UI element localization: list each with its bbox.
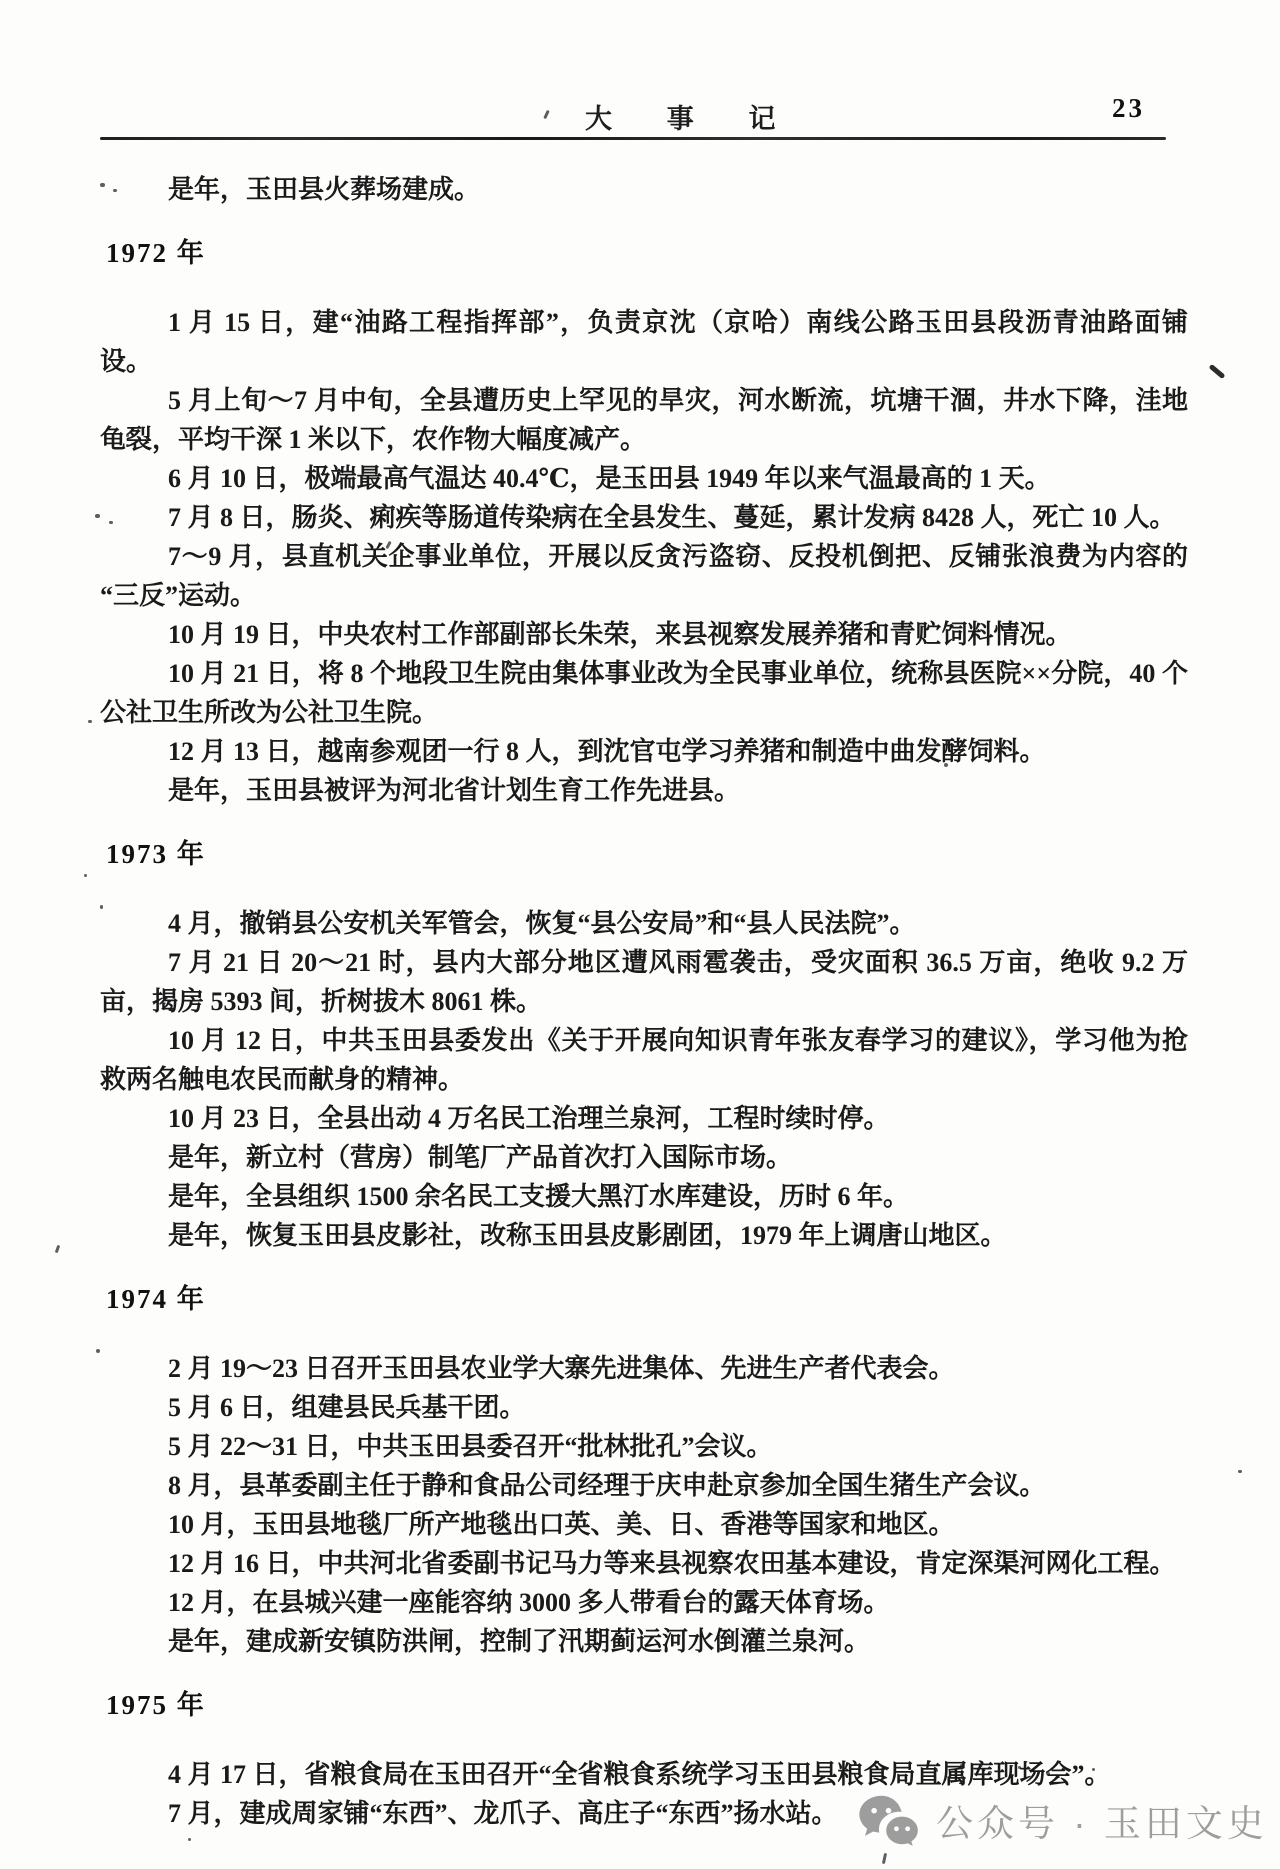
page-number: 23 [1112, 93, 1145, 123]
entry-paragraph: 7 月 21 日 20～21 时，县内大部分地区遭风雨雹袭击，受灾面积 36.5 万亩，绝收 9.2 万亩，揭房 5393 间，折树拔木 8061 株。 [100, 948, 1188, 1016]
entry-paragraph: 6 月 10 日，极端最高气温达 40.4℃，是玉田县 1949 年以来气温最高的 1 天。 [168, 464, 1051, 493]
entry-paragraph: 是年，恢复玉田县皮影社，改称玉田县皮影剧团，1979 年上调唐山地区。 [168, 1221, 1007, 1250]
year-heading-1972: 1972 年 [106, 238, 206, 268]
year-heading-1975: 1975 年 [106, 1690, 206, 1720]
entry-paragraph: 10 月 21 日，将 8 个地段卫生院由集体事业改为全民事业单位，统称县医院××分院，40 个公社卫生所改为公社卫生院。 [100, 659, 1188, 727]
year-heading-1973: 1973 年 [106, 839, 206, 869]
watermark [858, 1793, 1268, 1847]
entry-paragraph: 10 月 23 日，全县出动 4 万名民工治理兰泉河，工程时续时停。 [168, 1104, 890, 1133]
entry-paragraph: 是年，新立村（营房）制笔厂产品首次打入国际市场。 [168, 1143, 793, 1172]
header-divider [100, 137, 1166, 140]
entry-paragraph: 12 月 16 日，中共河北省委副书记马力等来县视察农田基本建设，肯定深渠河网化工程。 [168, 1549, 1176, 1578]
entry-paragraph: 是年，玉田县火葬场建成。 [168, 175, 481, 204]
entry-paragraph: 10 月 19 日，中央农村工作部副部长朱荣，来县视察发展养猪和青贮饲料情况。 [168, 620, 1072, 649]
entry-paragraph: 1 月 15 日，建“油路工程指挥部”，负责京沈（京哈）南线公路玉田县段沥青油路面铺设。 [100, 308, 1188, 376]
scan-artifact [882, 1853, 887, 1864]
page-header-title: 大 事 记 [585, 104, 800, 134]
scan-artifact [1208, 364, 1225, 379]
entry-paragraph: 是年，全县组织 1500 余名民工支援大黑汀水库建设，历时 6 年。 [168, 1182, 910, 1211]
entry-paragraph: 是年，建成新安镇防洪闸，控制了汛期蓟运河水倒灌兰泉河。 [168, 1627, 871, 1656]
scan-artifact [1238, 1470, 1242, 1473]
scan-artifact [188, 1838, 191, 1841]
watermark-text: 公众号 · 玉田文史 [936, 1803, 1268, 1844]
wechat-icon [858, 1793, 920, 1847]
entry-paragraph: 4 月，撤销县公安机关军管会，恢复“县公安局”和“县人民法院”。 [168, 909, 916, 938]
scan-artifact [55, 1245, 61, 1254]
scan-artifact [84, 874, 87, 877]
entry-paragraph: 8 月，县革委副主任于静和食品公司经理于庆申赴京参加全国生猪生产会议。 [168, 1471, 1046, 1500]
entry-paragraph: 2 月 19～23 日召开玉田县农业学大寨先进集体、先进生产者代表会。 [168, 1354, 955, 1383]
year-heading-1974: 1974 年 [106, 1284, 206, 1314]
entry-paragraph: 12 月，在县城兴建一座能容纳 3000 多人带看台的露天体育场。 [168, 1588, 890, 1617]
entry-paragraph: 10 月 12 日，中共玉田县委发出《关于开展向知识青年张友春学习的建议》，学习他为抢救两名触电农民而献身的精神。 [100, 1026, 1188, 1094]
entry-paragraph: 10 月，玉田县地毯厂所产地毯出口英、美、日、香港等国家和地区。 [168, 1510, 955, 1539]
entry-paragraph: 7 月 8 日，肠炎、痢疾等肠道传染病在全县发生、蔓延，累计发病 8428 人，死亡 10 人。 [168, 503, 1176, 532]
entry-paragraph: 5 月 6 日，组建县民兵基干团。 [168, 1393, 526, 1422]
entry-paragraph: 7～9 月，县直机关企事业单位，开展以反贪污盗窃、反投机倒把、反铺张浪费为内容的“三反”运动。 [100, 542, 1188, 610]
entry-paragraph: 5 月上旬～7 月中旬，全县遭历史上罕见的旱灾，河水断流，坑塘干涸，井水下降，洼地龟裂，平均干深 1 米以下，农作物大幅度减产。 [100, 386, 1188, 454]
entry-paragraph: 4 月 17 日，省粮食局在玉田召开“全省粮食系统学习玉田县粮食局直属库现场会”。 [168, 1760, 1111, 1789]
entry-paragraph: 7 月，建成周家铺“东西”、龙爪子、高庄子“东西”扬水站。 [168, 1799, 838, 1828]
page-content [100, 170, 1188, 1833]
entry-paragraph: 12 月 13 日，越南参观团一行 8 人，到沈官屯学习养猪和制造中曲发酵饲料。 [168, 737, 1046, 766]
entry-paragraph: 5 月 22～31 日，中共玉田县委召开“批林批孔”会议。 [168, 1432, 773, 1461]
scan-artifact [543, 110, 550, 119]
scan-artifact [88, 720, 92, 723]
entry-paragraph: 是年，玉田县被评为河北省计划生育工作先进县。 [168, 776, 741, 805]
